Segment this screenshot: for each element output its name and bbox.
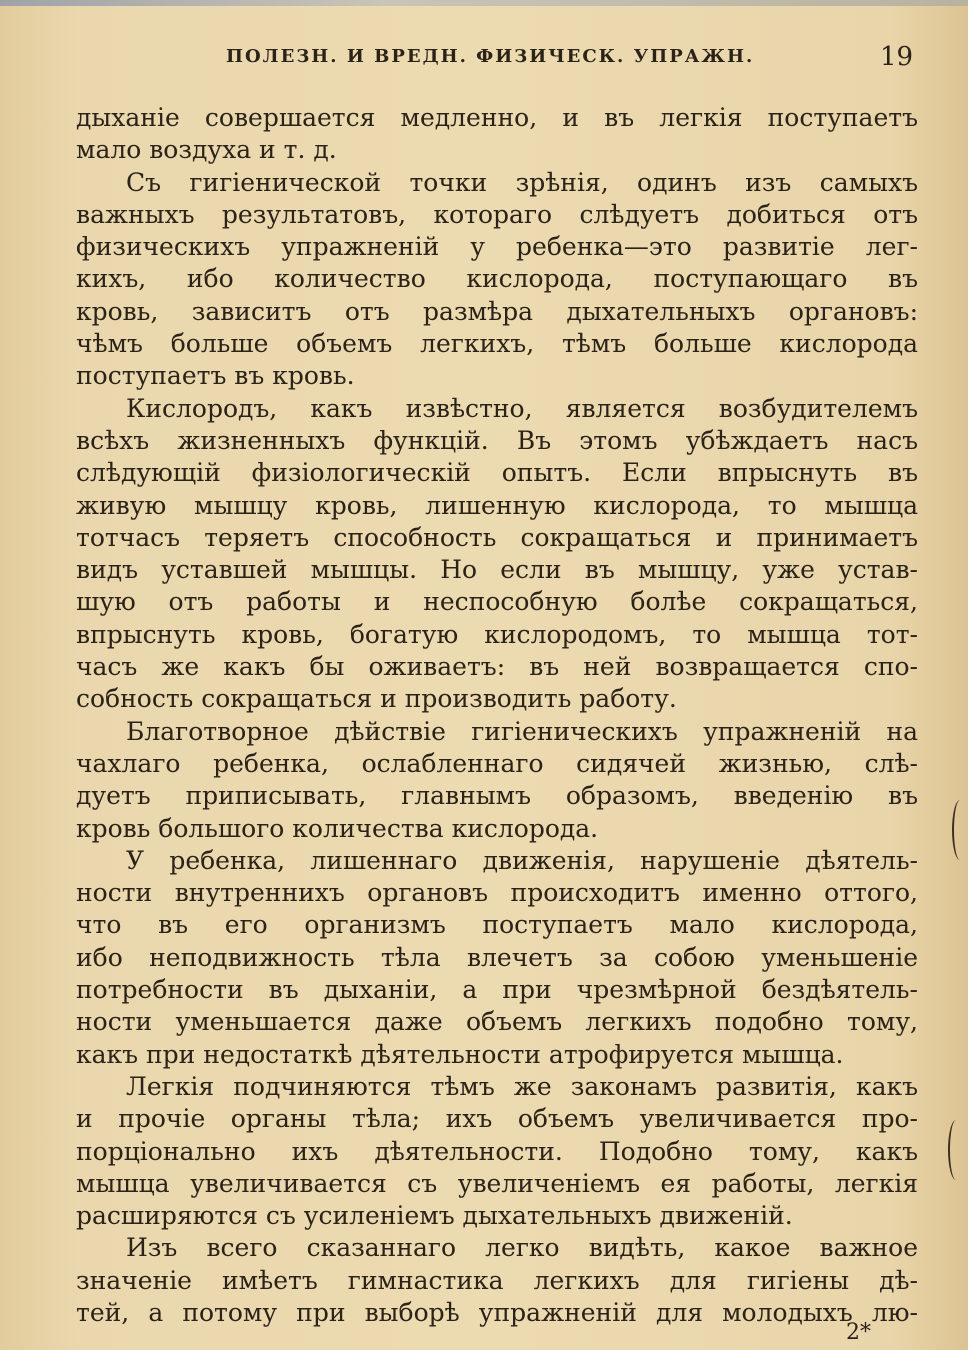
page-top-edge	[0, 0, 968, 6]
text-line: дыханіе совершается медленно, и въ легкія поступаетъ	[76, 103, 918, 132]
margin-pencil-mark	[948, 1120, 964, 1180]
text-line: чахлаго ребенка, ослабленнаго сидячей жизнью, слѣ-	[76, 748, 918, 778]
text-line: кровь, зависитъ отъ размѣра дыхательныхъ органовъ:	[76, 296, 918, 326]
text-line: собность сокращаться и производить работу.	[76, 684, 677, 714]
text-line: ности уменьшается даже объемъ легкихъ подобно тому,	[76, 1007, 918, 1037]
text-line: ибо неподвижность тѣла влечетъ за собою уменьшеніе	[76, 942, 918, 972]
text-line: важныхъ результатовъ, котораго слѣдуетъ добиться отъ	[76, 199, 918, 229]
text-line: живую мышцу кровь, лишенную кислорода, то мышца	[76, 490, 918, 520]
text-line: Изъ всего сказаннаго легко видѣть, какое важное	[126, 1233, 918, 1263]
text-line: чѣмъ больше объемъ легкихъ, тѣмъ больше кислорода	[76, 329, 918, 359]
margin-pencil-mark	[952, 800, 968, 860]
text-line: Кислородъ, какъ извѣстно, является возбудителемъ	[126, 393, 918, 423]
text-line: дуетъ приписывать, главнымъ образомъ, введенію въ	[76, 781, 918, 811]
signature-mark: 2*	[846, 1320, 871, 1345]
text-line: Легкія подчиняются тѣмъ же законамъ развитія, какъ	[126, 1071, 918, 1101]
text-line: ности внутреннихъ органовъ происходитъ именно оттого,	[76, 878, 918, 908]
running-head-title: ПОЛЕЗН. И ВРЕДН. ФИЗИЧЕСК. УПРАЖН.	[226, 46, 755, 67]
text-line: кровь большого количества кислорода.	[76, 813, 599, 843]
text-line: и прочіе органы тѣла; ихъ объемъ увеличивается про-	[76, 1104, 918, 1134]
body-text	[76, 102, 918, 1329]
text-line: шую отъ работы и неспособную болѣе сокращаться,	[76, 587, 918, 617]
text-line: Благотворное дѣйствіе гигіеническихъ упражненій на	[126, 716, 918, 746]
text-line: поступаетъ въ кровь.	[76, 361, 355, 391]
text-line: порціонально ихъ дѣятельности. Подобно тому, какъ	[76, 1136, 918, 1166]
text-line: мало воздуха и т. д.	[76, 135, 337, 165]
text-line: потребности въ дыханіи, а при чрезмѣрной бездѣятель-	[76, 975, 918, 1005]
text-line: тотчасъ теряетъ способность сокращаться и принимаетъ	[76, 522, 918, 552]
text-line: тей, а потому при выборѣ упражненій для молодыхъ лю-	[76, 1297, 918, 1327]
text-line: мышца увеличивается съ увеличеніемъ ея работы, легкія	[76, 1168, 918, 1198]
text-line: физическихъ упражненій у ребенка—это развитіе лег-	[76, 232, 918, 262]
page-number: 19	[880, 42, 914, 72]
running-head	[0, 42, 968, 74]
text-line: кихъ, ибо количество кислорода, поступающаго въ	[76, 264, 918, 294]
text-line: часъ же какъ бы оживаетъ: въ ней возвращается спо-	[76, 652, 918, 682]
text-line: какъ при недостаткѣ дѣятельности атрофируется мышца.	[76, 1039, 844, 1069]
text-line: впрыснуть кровь, богатую кислородомъ, то мышца тот-	[76, 619, 918, 649]
text-line: У ребенка, лишеннаго движенія, нарушеніе дѣятель-	[126, 845, 918, 875]
text-line: Съ гигіенической точки зрѣнія, одинъ изъ самыхъ	[126, 167, 918, 197]
text-line: видъ уставшей мышцы. Но если въ мышцу, уже устав-	[76, 555, 918, 585]
text-line: всѣхъ жизненныхъ функцій. Въ этомъ убѣждаетъ насъ	[76, 425, 918, 455]
text-line: что въ его организмъ поступаетъ мало кислорода,	[76, 910, 918, 940]
text-line: расширяются съ усиленіемъ дыхательныхъ движеній.	[76, 1201, 793, 1231]
text-line: слѣдующій физіологическій опытъ. Если впрыснуть въ	[76, 458, 918, 488]
text-line: значеніе имѣетъ гимнастика легкихъ для гигіены дѣ-	[76, 1265, 918, 1295]
